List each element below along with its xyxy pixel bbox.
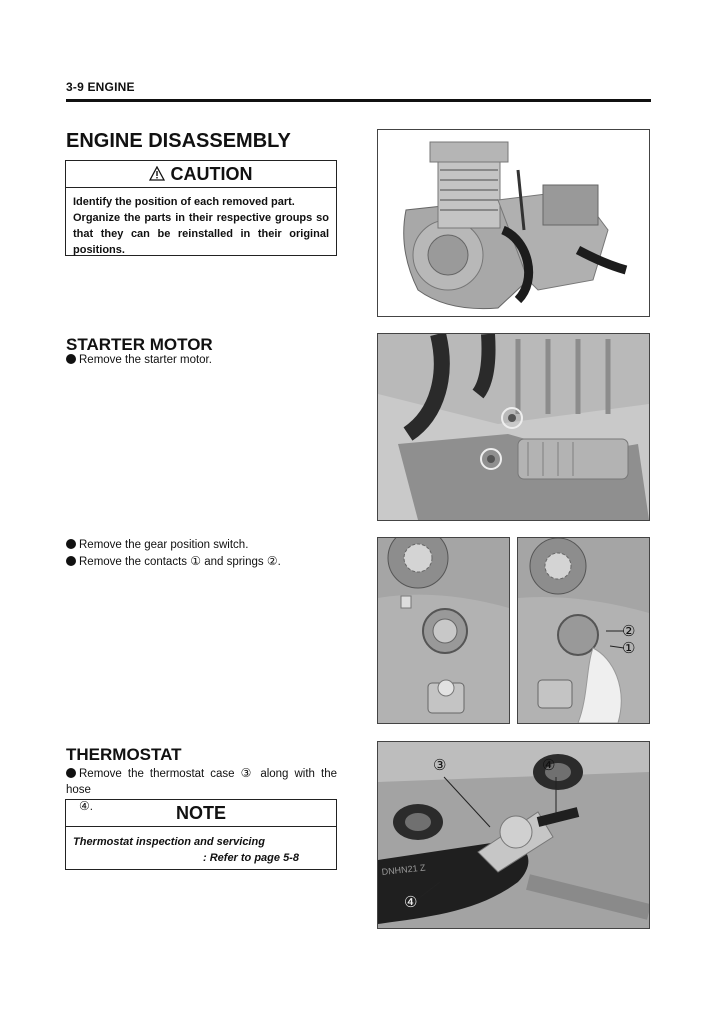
instruction-text: along with the hose	[66, 768, 337, 796]
caution-box	[65, 160, 337, 256]
gear-switch-photo-left	[377, 537, 510, 724]
note-text	[66, 827, 336, 873]
callout-4: ④	[79, 799, 90, 813]
photo-callout-springs: ②	[622, 622, 636, 640]
callout-3: ③	[240, 766, 255, 780]
instruction-text: Remove the starter motor.	[79, 354, 212, 366]
instruction-text: Remove the gear position switch.	[79, 539, 249, 551]
caution-line-2: Organize the parts in their respective groups so that they can be reinstalled in their original positions.	[73, 212, 329, 256]
caution-text	[66, 188, 336, 264]
note-box	[65, 799, 337, 870]
photo-callout-hose-bottom: ④	[404, 893, 418, 911]
instruction-text: .	[277, 556, 281, 568]
photo-callout-contacts: ①	[622, 639, 636, 657]
starter-motor-photo	[377, 333, 650, 521]
section-title-thermostat: THERMOSTAT	[66, 745, 182, 764]
thermostat-photo	[377, 741, 650, 929]
instruction-remove-gear-switch	[66, 537, 248, 553]
instruction-text: Remove the contacts	[79, 556, 191, 568]
bullet-icon	[66, 539, 76, 549]
callout-1: ①	[190, 554, 201, 568]
section-title-engine-disassembly: ENGINE DISASSEMBLY	[66, 130, 291, 152]
caution-heading-text: CAUTION	[170, 164, 253, 184]
hose-printed-text: DNHN21 Z	[381, 862, 426, 877]
note-heading: NOTE	[66, 800, 336, 827]
warning-triangle-icon	[149, 164, 170, 184]
note-line-2: : Refer to page 5-8	[203, 852, 299, 864]
instruction-text: .	[89, 801, 93, 813]
caution-heading	[66, 161, 336, 188]
instruction-remove-contacts	[66, 553, 281, 570]
bullet-icon	[66, 556, 76, 566]
page-header: 3-9 ENGINE	[66, 80, 135, 94]
callout-2: ②	[266, 554, 278, 568]
engine-photo	[377, 129, 650, 317]
header-rule	[66, 99, 651, 102]
instruction-text: Remove the thermostat case	[79, 768, 241, 780]
section-title-starter-motor: STARTER MOTOR	[66, 335, 213, 354]
instruction-text: and springs	[201, 556, 267, 568]
instruction-remove-starter	[66, 352, 212, 368]
bullet-icon	[66, 768, 76, 778]
note-line-1: Thermostat inspection and servicing	[73, 836, 265, 848]
bullet-icon	[66, 354, 76, 364]
photo-callout-thermostat-case: ③	[433, 756, 447, 774]
photo-callout-hose-top: ④	[542, 756, 556, 774]
gear-switch-photo-right	[517, 537, 650, 724]
caution-line-1: Identify the position of each removed part.	[73, 196, 295, 208]
